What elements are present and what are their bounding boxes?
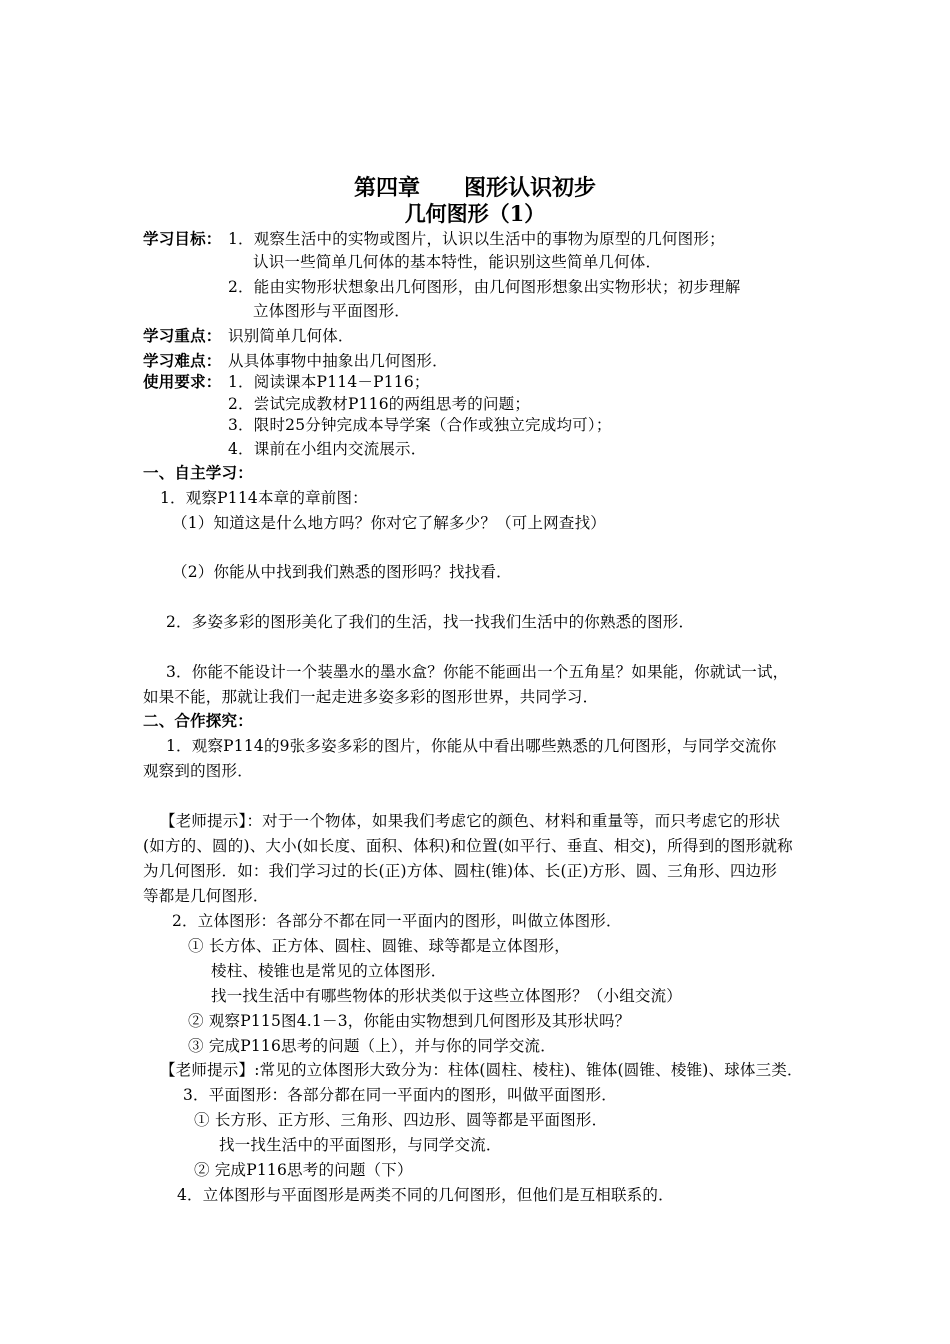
teacher-tip-1-line-4: 等都是几何图形． (143, 887, 269, 905)
requirement-item: 3．限时25分钟完成本导学案（合作或独立完成均可）； (228, 416, 612, 434)
section-1-question-2: 2．多姿多彩的图形美化了我们的生活，找一找我们生活中的你熟悉的图形． (166, 613, 695, 631)
goal-1-line-1: 1．观察生活中的实物或图片，认识以生活中的事物为原型的几何图形； (228, 230, 725, 248)
lesson-title: 几何图形（1） (404, 201, 546, 226)
goal-2-line-1: 2．能由实物形状想象出几何图形，由几何图形想象出实物形状；初步理解 (228, 278, 741, 296)
chapter-title (0, 175, 950, 201)
teacher-tip-1-line-2: (如方的、圆的)、大小(如长度、面积、体积)和位置(如平行、垂直、相交)，所得到的图形就称 (143, 837, 793, 855)
difficulty-label: 学习难点： (143, 351, 222, 370)
solid-shapes-item-1-line-3: 找一找生活中有哪些物体的形状类似于这些立体图形？（小组交流） (211, 987, 683, 1005)
section-1-heading: 一、自主学习： (143, 463, 253, 482)
section-1-question-3-line-2: 如果不能，那就让我们一起走进多姿多彩的图形世界，共同学习． (143, 688, 599, 706)
requirement-item: 2．尝试完成教材P116的两组思考的问题； (228, 395, 531, 413)
teacher-tip-2: 【老师提示】:常见的立体图形大致分为：柱体(圆柱、棱柱)、锥体(圆锥、棱锥)、球体三类． (160, 1061, 803, 1079)
solid-shapes-item-1-line-2: 棱柱、棱锥也是常见的立体图形． (211, 962, 447, 980)
section-2-point-2: 2．立体图形：各部分不都在同一平面内的图形，叫做立体图形． (172, 912, 622, 930)
goal-2-line-2: 立体图形与平面图形． (253, 302, 411, 320)
section-2-point-3: 3．平面图形：各部分都在同一平面内的图形，叫做平面图形． (183, 1086, 617, 1104)
plane-shapes-item-2: ② 完成P116思考的问题（下） (194, 1161, 413, 1179)
difficulty-text: 从具体事物中抽象出几何图形． (228, 352, 448, 370)
section-2-point-4: 4．立体图形与平面图形是两类不同的几何图形，但他们是互相联系的． (177, 1186, 674, 1204)
section-2-point-1-line-1: 1．观察P114的9张多姿多彩的图片，你能从中看出哪些熟悉的几何图形，与同学交流你 (166, 737, 777, 755)
plane-shapes-item-1-line-2: 找一找生活中的平面图形，与同学交流． (219, 1136, 502, 1154)
solid-shapes-item-3: ③ 完成P116思考的问题（上），并与你的同学交流． (188, 1037, 556, 1055)
teacher-tip-1-line-3: 为几何图形．如：我们学习过的长(正)方体、圆柱(锥)体、长(正)方形、圆、三角形、四边形 (143, 862, 778, 880)
section-2-heading: 二、合作探究： (143, 711, 253, 730)
requirements-label: 使用要求： (143, 372, 222, 391)
section-1-question-3-line-1: 3．你能不能设计一个装墨水的墨水盒？你能不能画出一个五角星？如果能，你就试一试， (166, 663, 789, 681)
focus-label: 学习重点： (143, 326, 222, 345)
goals-label: 学习目标： (143, 229, 222, 248)
plane-shapes-item-1-line-1: ① 长方形、正方形、三角形、四边形、圆等都是平面图形． (194, 1111, 608, 1129)
requirement-item: 4．课前在小组内交流展示． (228, 440, 427, 458)
solid-shapes-item-1-line-1: ① 长方体、正方体、圆柱、圆锥、球等都是立体图形， (188, 937, 570, 955)
requirement-item: 1．阅读课本P114－P116； (228, 373, 430, 391)
chapter-name: 图形认识初步 (464, 175, 597, 201)
section-1-question-1a: （1）知道这是什么地方吗？你对它了解多少？（可上网查找） (172, 514, 606, 532)
section-1-question-1: 1．观察P114本章的章前图： (160, 489, 368, 507)
chapter-number: 第四章 (353, 175, 420, 201)
section-1-question-1b: （2）你能从中找到我们熟悉的图形吗？找找看． (172, 563, 512, 581)
focus-text: 识别简单几何体． (228, 327, 354, 345)
solid-shapes-item-2: ② 观察P115图4.1－3，你能由实物想到几何图形及其形状吗？ (188, 1012, 631, 1030)
teacher-tip-1-line-1: 【老师提示】：对于一个物体，如果我们考虑它的颜色、材料和重量等，而只考虑它的形状 (160, 812, 781, 830)
goal-1-line-2: 认识一些简单几何体的基本特性，能识别这些简单几何体． (253, 253, 662, 271)
section-2-point-1-line-2: 观察到的图形． (143, 762, 253, 780)
